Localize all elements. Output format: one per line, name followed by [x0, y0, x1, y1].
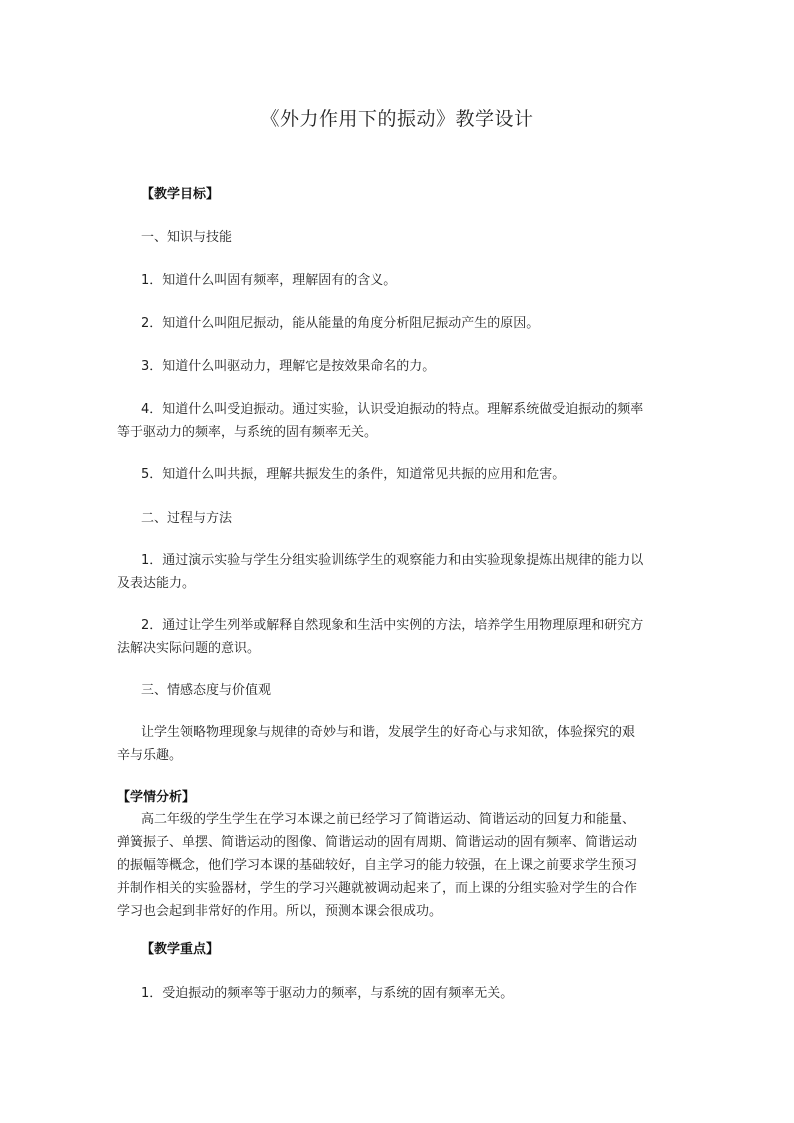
knowledge-item-2: 2．知道什么叫阻尼振动，能从能量的角度分析阻尼振动产生的原因。 — [141, 316, 540, 331]
keypoint-item-1: 1．受迫振动的频率等于驱动力的频率，与系统的固有频率无关。 — [141, 986, 514, 1001]
section-heading-keypoints: 【教学重点】 — [141, 942, 220, 957]
process-item-1: 1．通过演示实验与学生分组实验训练学生的观察能力和由实验现象提炼出规律的能力以及表达能力。 — [117, 553, 644, 591]
section-heading-goals: 【教学目标】 — [141, 187, 220, 202]
section-heading-analysis: 【学情分析】 — [117, 790, 196, 805]
subheading-values: 三、情感态度与价值观 — [141, 683, 272, 698]
process-item-2: 2．通过让学生列举或解释自然现象和生活中实例的方法，培养学生用物理原理和研究方法解决实际问题的意识。 — [117, 618, 644, 656]
knowledge-item-1: 1．知道什么叫固有频率，理解固有的含义。 — [141, 273, 397, 288]
analysis-text: 高二年级的学生学生在学习本课之前已经学习了简谐运动、简谐运动的回复力和能量、弹簧振子、单摆、简谐运动的图像、简谐运动的固有周期、简谐运动的固有频率、简谐运动的振幅等概念，他们学习本课的基础较好，自主学习的能力较强，在上课之前要求学生预习并制作相关的实验器材，学生的学习兴趣就被调动起来了，而上课的分组实验对学生的合作学习也会起到非常好的作用。所以，预测本课会很成功。 — [117, 812, 638, 919]
subheading-process: 二、过程与方法 — [141, 511, 233, 526]
document-title: 《外力作用下的振动》教学设计 — [260, 108, 534, 130]
subheading-knowledge: 一、知识与技能 — [141, 230, 233, 245]
knowledge-item-4: 4．知道什么叫受迫振动。通过实验，认识受迫振动的特点。理解系统做受迫振动的频率等于驱动力的频率，与系统的固有频率无关。 — [117, 402, 644, 440]
knowledge-item-5: 5．知道什么叫共振，理解共振发生的条件，知道常见共振的应用和危害。 — [141, 467, 566, 482]
values-text: 让学生领略物理现象与规律的奇妙与和谐，发展学生的好奇心与求知欲，体验探究的艰辛与乐趣。 — [117, 725, 636, 763]
knowledge-item-3: 3．知道什么叫驱动力，理解它是按效果命名的力。 — [141, 359, 436, 374]
